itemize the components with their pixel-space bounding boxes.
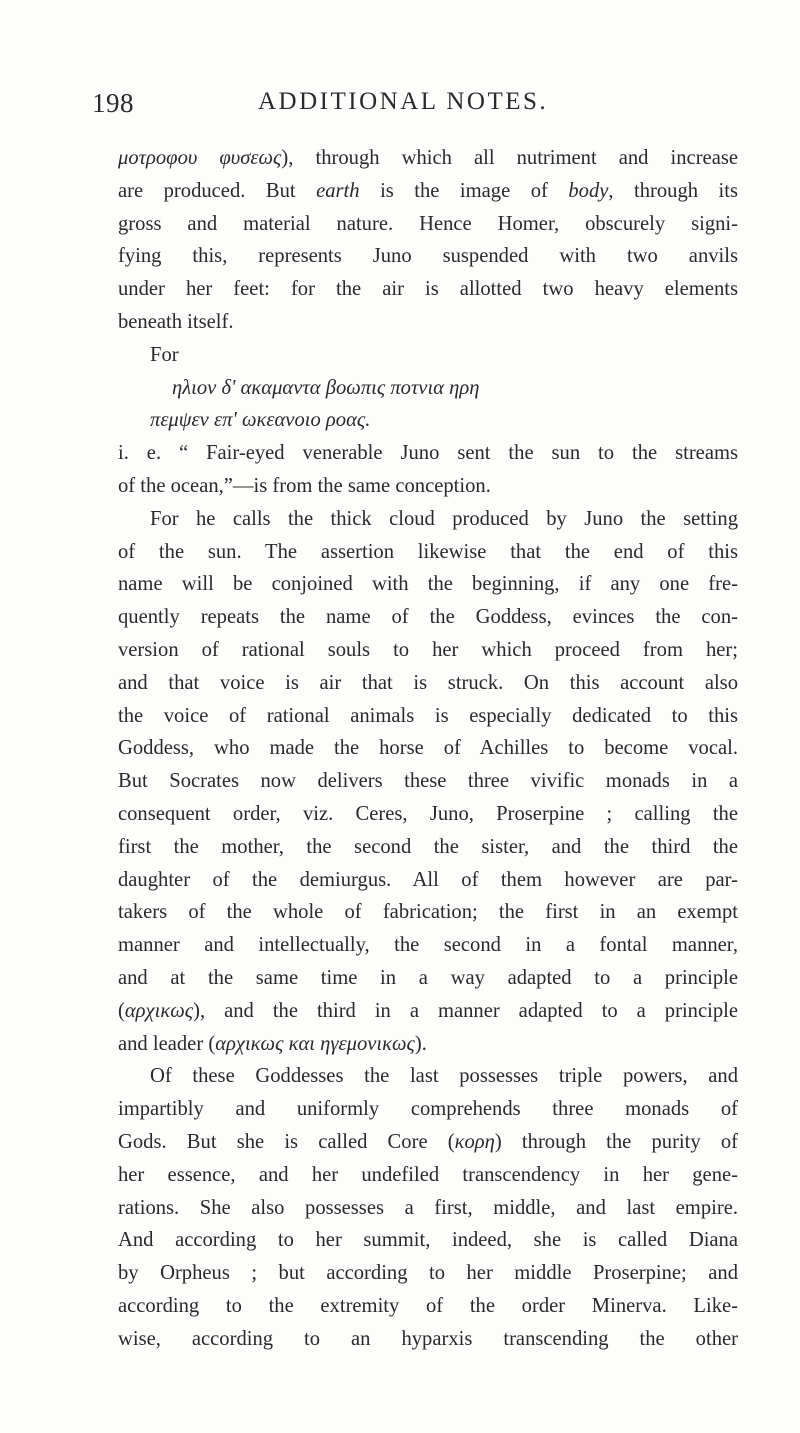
text-line: rations. She also possesses a first, middle, and last empire. — [118, 1196, 738, 1219]
page-number: 198 — [92, 88, 134, 118]
text-line: And according to her summit, indeed, she is called Diana — [118, 1229, 738, 1252]
text-line: name will be conjoined with the beginning, if any one fre- — [118, 573, 738, 596]
greek-phrase: κορη — [454, 1130, 495, 1153]
running-head: ADDITIONAL NOTES. — [258, 88, 549, 115]
text-line: fying this, represents Juno suspended with two anvils — [118, 245, 738, 268]
text-line: version of rational souls to her which proceed from her; — [118, 638, 738, 661]
text-line: and that voice is air that is struck. On this account also — [118, 671, 738, 694]
text-line: manner and intellectually, the second in a fontal manner, — [118, 934, 738, 957]
greek-phrase: αρχικως — [124, 999, 194, 1022]
text-line: μοτροφου φυσεως), through which all nutriment and increase — [118, 147, 738, 169]
text-line: impartibly and uniformly comprehends three monads of — [118, 1098, 738, 1121]
page-header — [92, 88, 732, 128]
text-line: (αρχικως), and the third in a manner adapted to a principle — [118, 999, 738, 1022]
text-line: are produced. But earth is the image of body, through its — [118, 179, 739, 202]
greek-quote-line: πεμψεν επ' ωκεανοιο ροας. — [150, 409, 371, 432]
body-text — [118, 142, 738, 1355]
text-line: daughter of the demiurgus. All of them however are par- — [118, 868, 738, 891]
text-line: Of these Goddesses the last possesses triple powers, and — [150, 1065, 738, 1088]
for-line: For — [150, 343, 179, 366]
text-line: the voice of rational animals is especially dedicated to this — [118, 704, 738, 727]
text-line: Gods. But she is called Core (κορη) through the purity of — [118, 1130, 738, 1153]
text-line: according to the extremity of the order Minerva. Like- — [118, 1294, 738, 1317]
text-line: her essence, and her undefiled transcendency in her gene- — [118, 1163, 738, 1186]
text-line: gross and material nature. Hence Homer, obscurely signi- — [118, 212, 738, 235]
text-line: and leader (αρχικως και ηγεμονικως). — [118, 1032, 427, 1055]
text-line: But Socrates now delivers these three vivific monads in a — [118, 770, 738, 793]
text-line: i. e. “ Fair-eyed venerable Juno sent the sun to the streams — [118, 442, 738, 465]
greek-quote-line: ηλιον δ' ακαμαντα βοωπις ποτνια ηρη — [172, 376, 480, 399]
emphasis: earth — [316, 179, 360, 202]
text-line: and at the same time in a way adapted to a principle — [118, 966, 738, 989]
text-line: by Orpheus ; but according to her middle Proserpine; and — [118, 1262, 738, 1285]
text-line: For he calls the thick cloud produced by Juno the setting — [150, 507, 738, 530]
text-line: of the sun. The assertion likewise that the end of this — [118, 540, 738, 563]
text-line: takers of the whole of fabrication; the first in an exempt — [118, 901, 738, 924]
text-line: under her feet: for the air is allotted two heavy elements — [118, 278, 738, 301]
text-line: quently repeats the name of the Goddess, evinces the con- — [118, 606, 738, 629]
text-line: beneath itself. — [118, 310, 234, 333]
text-line: of the ocean,”—is from the same conception. — [118, 474, 491, 497]
greek-phrase: αρχικως και ηγεμονικως — [215, 1032, 415, 1055]
emphasis: body — [568, 179, 609, 202]
text-line: wise, according to an hyparxis transcending the other — [118, 1327, 738, 1350]
greek-phrase: μοτροφου φυσεως — [118, 147, 282, 169]
text-line: Goddess, who made the horse of Achilles to become vocal. — [118, 737, 738, 760]
text-line: consequent order, viz. Ceres, Juno, Proserpine ; calling the — [118, 802, 738, 825]
text-line: first the mother, the second the sister, and the third the — [118, 835, 738, 858]
